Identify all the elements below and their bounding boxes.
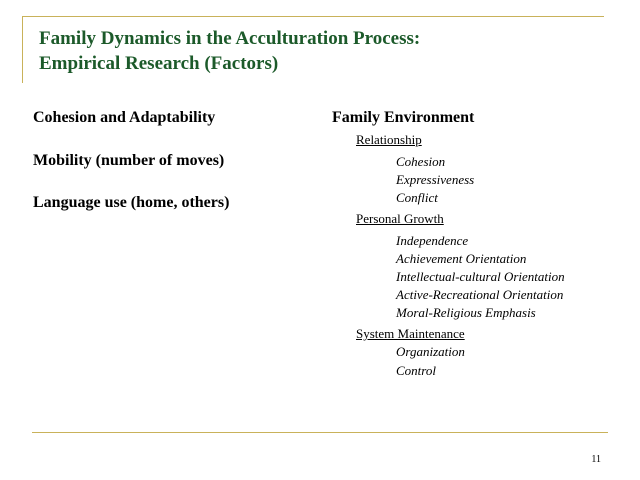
factor-cohesion: Cohesion bbox=[396, 154, 446, 169]
factor-intellectual-cultural-orientation: Intellectual-cultural Orientation bbox=[396, 269, 565, 284]
factor-conflict: Conflict bbox=[396, 190, 438, 205]
family-environment-heading: Family Environment bbox=[332, 109, 475, 126]
factor-achievement-orientation: Achievement Orientation bbox=[396, 251, 527, 266]
title-frame-top-line bbox=[22, 16, 604, 17]
title-frame-left-line bbox=[22, 16, 23, 83]
category-personal-growth: Personal Growth bbox=[356, 211, 444, 226]
footer-divider-line bbox=[32, 432, 608, 433]
slide-title bbox=[39, 26, 420, 76]
category-relationship: Relationship bbox=[356, 132, 422, 147]
factor-organization: Organization bbox=[396, 344, 465, 359]
left-factor-mobility: Mobility (number of moves) bbox=[33, 152, 225, 169]
factor-expressiveness: Expressiveness bbox=[396, 172, 475, 187]
factor-independence: Independence bbox=[396, 233, 469, 248]
factor-active-recreational-orientation: Active-Recreational Orientation bbox=[396, 287, 564, 302]
left-factor-language-use: Language use (home, others) bbox=[33, 194, 230, 211]
slide-title-line-2: Empirical Research (Factors) bbox=[39, 53, 279, 74]
slide-number: 11 bbox=[591, 454, 601, 465]
factor-control: Control bbox=[396, 363, 436, 378]
left-factor-cohesion-adaptability: Cohesion and Adaptability bbox=[33, 109, 216, 126]
factor-moral-religious-emphasis: Moral-Religious Emphasis bbox=[396, 305, 536, 320]
slide-title-line-1: Family Dynamics in the Acculturation Process: bbox=[39, 28, 421, 49]
category-system-maintenance: System Maintenance bbox=[356, 326, 465, 341]
